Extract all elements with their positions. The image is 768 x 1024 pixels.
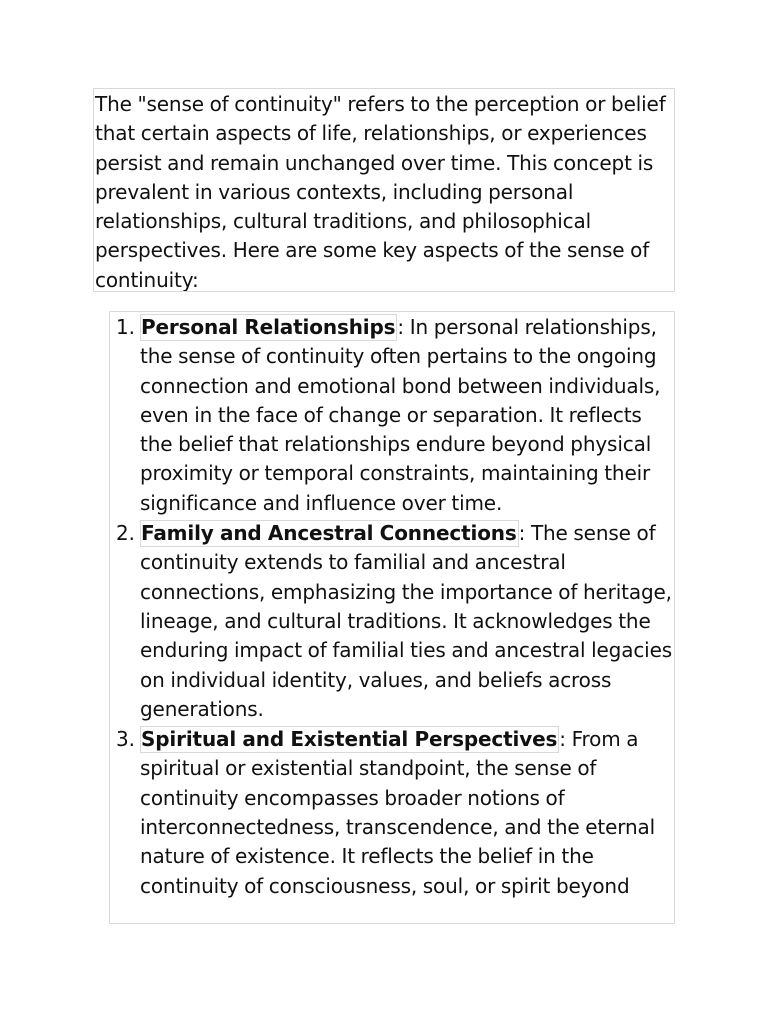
- list-item-text: : In personal relationships, the sense of continuity often pertains to the ongoing connection and emotional bond between individuals, even in the face of change or separation. It reflects the belief that relationships endure beyond physical proximity or temporal constraints, maintaining their significance and influence over time.: [140, 315, 661, 515]
- list-item-term: Personal Relationships: [141, 315, 396, 339]
- list-item-number: 2.: [116, 521, 135, 546]
- list-item-number: 3.: [116, 727, 135, 752]
- list-item-number: 1.: [116, 315, 135, 339]
- list-item: [110, 724, 674, 901]
- key-aspects-list: [109, 311, 675, 924]
- intro-paragraph: The "sense of continuity" refers to the perception or belief that certain aspects of life, relationships, or experiences persist and remain unchanged over time. This concept is prevalent in various contexts, including personal relationships, cultural traditions, and philosophical perspectives. Here are some key aspects of the sense of continuity:: [93, 88, 675, 292]
- list-item: [110, 518, 674, 724]
- list-item-text: : From a spiritual or existential standpoint, the sense of continuity encompasses broader notions of interconnectedness, transcendence, and the eternal nature of existence. It reflects the belief in the continuity of consciousness, soul, or spirit beyond: [140, 727, 655, 898]
- list-item-term: Spiritual and Existential Perspectives: [141, 727, 558, 752]
- list-item: [110, 312, 674, 518]
- list-item-text: : The sense of continuity extends to familial and ancestral connections, emphasizing the importance of heritage, lineage, and cultural traditions. It acknowledges the enduring impact of familial ties and ancestral legacies on individual identity, values, and beliefs across generations.: [140, 521, 672, 721]
- list-item-term: Family and Ancestral Connections: [141, 521, 517, 546]
